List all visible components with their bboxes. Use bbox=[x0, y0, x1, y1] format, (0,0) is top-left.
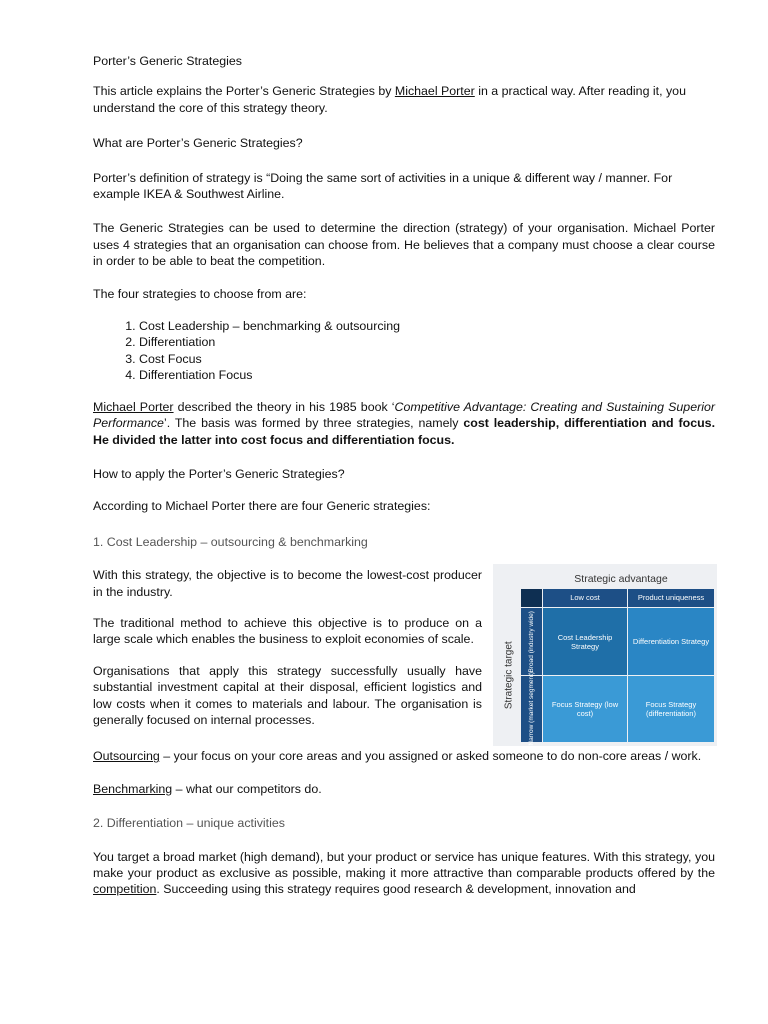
matrix-title: Strategic advantage bbox=[574, 573, 668, 586]
cost-paragraph-1: With this strategy, the objective is to become the lowest-cost producer in the industry. bbox=[93, 568, 482, 599]
differentiation-paragraph bbox=[93, 849, 715, 898]
four-strategies-intro: The four strategies to choose from are: bbox=[93, 286, 307, 301]
benchmarking-link[interactable]: Benchmarking bbox=[93, 781, 173, 796]
list-item: 1. Cost Leadership – benchmarking & outsourcing bbox=[139, 318, 715, 334]
section-heading-differentiation: 2. Differentiation – unique activities bbox=[93, 816, 285, 831]
row-header-narrow bbox=[521, 672, 542, 746]
row-header-broad bbox=[521, 608, 542, 675]
bold-differentiation-focus: differentiation focus bbox=[331, 432, 452, 447]
column-header-low-cost: Low cost bbox=[543, 589, 627, 607]
differentiation-text: You target a broad market (high demand), but your product or service has unique features. With this strategy, you make your product as exclusive as possible, making it more attractive than comparable products offered by the bbox=[93, 849, 715, 880]
outsourcing-text: – your focus on your core areas and you assigned or asked someone to do non-core areas / work. bbox=[159, 749, 702, 764]
intro-text-end: in a practical way. After reading it, you understand the core of this strategy theory. bbox=[93, 84, 686, 115]
row-header-narrow-text: Narrow (market segment) bbox=[527, 672, 535, 746]
intro-paragraph bbox=[93, 83, 715, 116]
cost-leadership-text bbox=[93, 567, 482, 728]
book-text: described the theory in his 1985 book ‘ bbox=[173, 399, 395, 414]
book-text: ’. The basis was formed by three strategies, namely bbox=[163, 416, 464, 431]
strategic-target-text: Strategic target bbox=[503, 641, 515, 710]
benchmarking-text: – what our competitors do. bbox=[172, 781, 322, 796]
list-item: 2. Differentiation bbox=[139, 334, 715, 350]
cost-leadership-section bbox=[93, 567, 715, 746]
differentiation-text-end: . Succeeding using this strategy requires good research & development, innovation and bbox=[156, 882, 636, 897]
cell-focus-low-cost: Focus Strategy (low cost) bbox=[543, 676, 627, 742]
generic-strategies-matrix bbox=[493, 564, 717, 746]
row-header-broad-text: Broad (industry wide) bbox=[527, 610, 535, 673]
intro-text: This article explains the Porter’s Generic Strategies by bbox=[93, 84, 395, 99]
bold-and: and bbox=[303, 432, 332, 447]
michael-porter-link[interactable]: Michael Porter bbox=[93, 399, 174, 414]
book-title: Competitive Advantage: Creating and Sustaining Superior Performance bbox=[93, 399, 715, 431]
bold-end: . bbox=[451, 432, 455, 447]
strategic-target-label bbox=[502, 608, 518, 742]
according-paragraph: According to Michael Porter there are four Generic strategies: bbox=[93, 499, 431, 514]
list-item: 4. Differentiation Focus bbox=[139, 367, 715, 383]
michael-porter-link[interactable]: Michael Porter bbox=[394, 84, 475, 99]
list-item: 3. Cost Focus bbox=[139, 351, 715, 367]
outsourcing-paragraph bbox=[93, 748, 715, 764]
cell-focus-differentiation: Focus Strategy (differentiation) bbox=[628, 676, 714, 742]
section-heading-cost-leadership: 1. Cost Leadership – outsourcing & benchmarking bbox=[93, 534, 368, 549]
page-title: Porter’s Generic Strategies bbox=[93, 54, 242, 68]
bold-cost-focus: cost focus bbox=[241, 432, 303, 447]
column-header-uniqueness: Product uniqueness bbox=[628, 589, 714, 607]
cost-paragraph-2: The traditional method to achieve this objective is to produce on a large scale which enables the business to exploit economies of scale. bbox=[93, 615, 482, 647]
document-body bbox=[93, 53, 715, 898]
question-heading: What are Porter’s Generic Strategies? bbox=[93, 136, 303, 151]
generic-strategies-paragraph: The Generic Strategies can be used to determine the direction (strategy) of your organisation. Michael Porter uses 4 strategies that an organisation can choose from. He believes that a company must choose a clear course in order to be able to beat the competition. bbox=[93, 221, 715, 269]
bold-text: . He divided the latter into bbox=[93, 416, 716, 447]
cell-cost-leadership: Cost Leadership Strategy bbox=[543, 608, 627, 675]
competition-link[interactable]: competition bbox=[93, 882, 157, 897]
apply-heading: How to apply the Porter’s Generic Strategies? bbox=[93, 466, 345, 481]
bold-strategies: cost leadership, differentiation and focus bbox=[463, 416, 712, 431]
strategy-list bbox=[93, 318, 715, 384]
matrix-corner bbox=[521, 589, 542, 607]
cell-differentiation: Differentiation Strategy bbox=[628, 608, 714, 675]
benchmarking-paragraph bbox=[93, 781, 715, 797]
cost-paragraph-3: Organisations that apply this strategy successfully usually have substantial investment capital at their disposal, efficient logistics and low costs when it comes to materials and labour. The organisation is generally focused on internal processes. bbox=[93, 663, 482, 727]
book-paragraph bbox=[93, 399, 715, 448]
definition-paragraph: Porter’s definition of strategy is “Doing the same sort of activities in a unique & different way / manner. For example IKEA & Southwest Airline. bbox=[93, 170, 673, 202]
outsourcing-link[interactable]: Outsourcing bbox=[93, 749, 160, 764]
